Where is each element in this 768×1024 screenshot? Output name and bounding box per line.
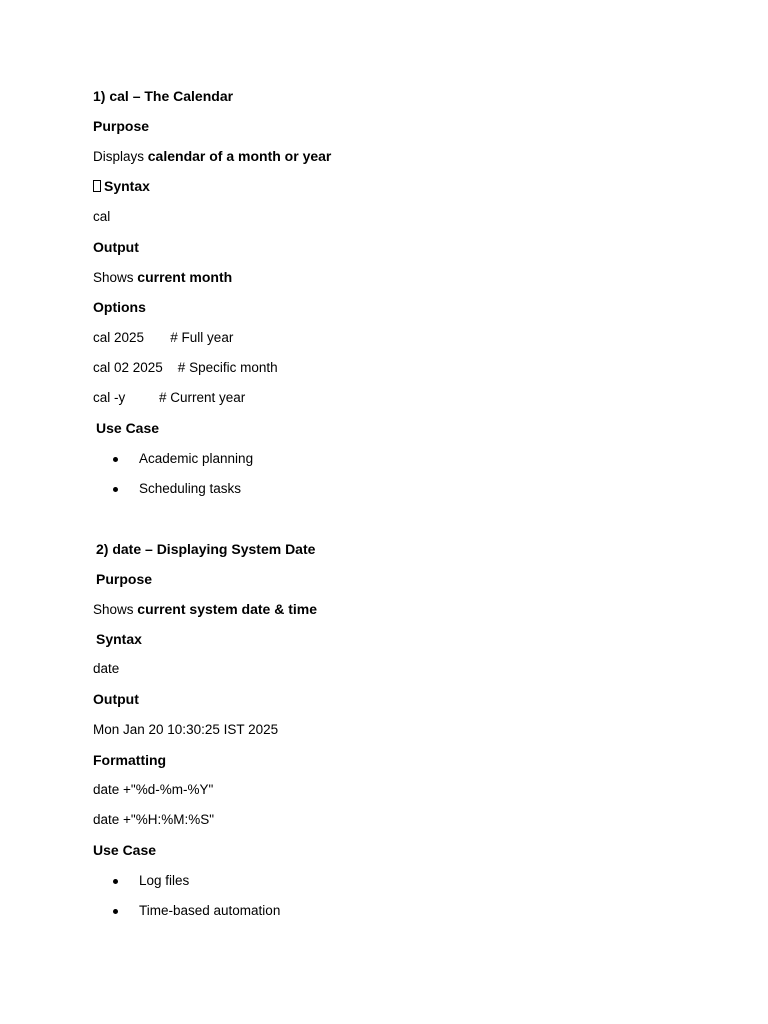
section2-usecase-item: Log files	[139, 873, 190, 888]
section2-format-line: date +"%d-%m-%Y"	[93, 782, 214, 797]
section1-option-line: cal 02 2025 # Specific month	[93, 360, 278, 375]
bullet-icon	[113, 487, 118, 492]
section1-heading: 1) cal – The Calendar	[93, 88, 234, 104]
section1-option-line: cal 2025 # Full year	[93, 330, 234, 345]
section1-option-line: cal -y # Current year	[93, 390, 246, 405]
section1-syntax-line	[93, 177, 150, 195]
bullet-icon	[113, 879, 118, 884]
section2-formatting-label: Formatting	[93, 752, 167, 768]
section2-purpose-bold: current system date & time	[137, 601, 318, 617]
bullet-icon	[113, 457, 118, 462]
section2-usecase-item: Time-based automation	[139, 903, 281, 918]
section1-options-label: Options	[93, 299, 146, 315]
section2-purpose-label: Purpose	[96, 571, 153, 587]
section2-syntax-cmd: date	[93, 661, 120, 676]
section2-syntax-label: Syntax	[96, 631, 142, 647]
section2-output-example: Mon Jan 20 10:30:25 IST 2025	[93, 722, 279, 737]
section1-output-prefix: Shows	[93, 270, 138, 285]
section1-output-label: Output	[93, 239, 139, 255]
section2-heading: 2) date – Displaying System Date	[96, 541, 316, 557]
bullet-icon	[113, 909, 118, 914]
section2-purpose-text	[93, 600, 317, 619]
section1-syntax-label: Syntax	[104, 178, 150, 194]
section2-format-line: date +"%H:%M:%S"	[93, 812, 215, 827]
section1-usecase-item: Scheduling tasks	[139, 481, 242, 496]
section1-output-text	[93, 268, 232, 287]
section1-syntax-cmd: cal	[93, 209, 111, 224]
section1-purpose-prefix: Displays	[93, 149, 148, 164]
section1-purpose-text	[93, 147, 331, 166]
section2-usecase-label: Use Case	[93, 842, 157, 858]
section1-purpose-bold: calendar of a month or year	[147, 148, 332, 164]
section1-output-bold: current month	[137, 269, 233, 285]
section1-usecase-label: Use Case	[96, 420, 160, 436]
section2-purpose-prefix: Shows	[93, 602, 138, 617]
section2-output-label: Output	[93, 691, 139, 707]
missing-glyph-icon	[93, 180, 101, 192]
section1-purpose-label: Purpose	[93, 118, 150, 134]
section1-usecase-item: Academic planning	[139, 451, 254, 466]
